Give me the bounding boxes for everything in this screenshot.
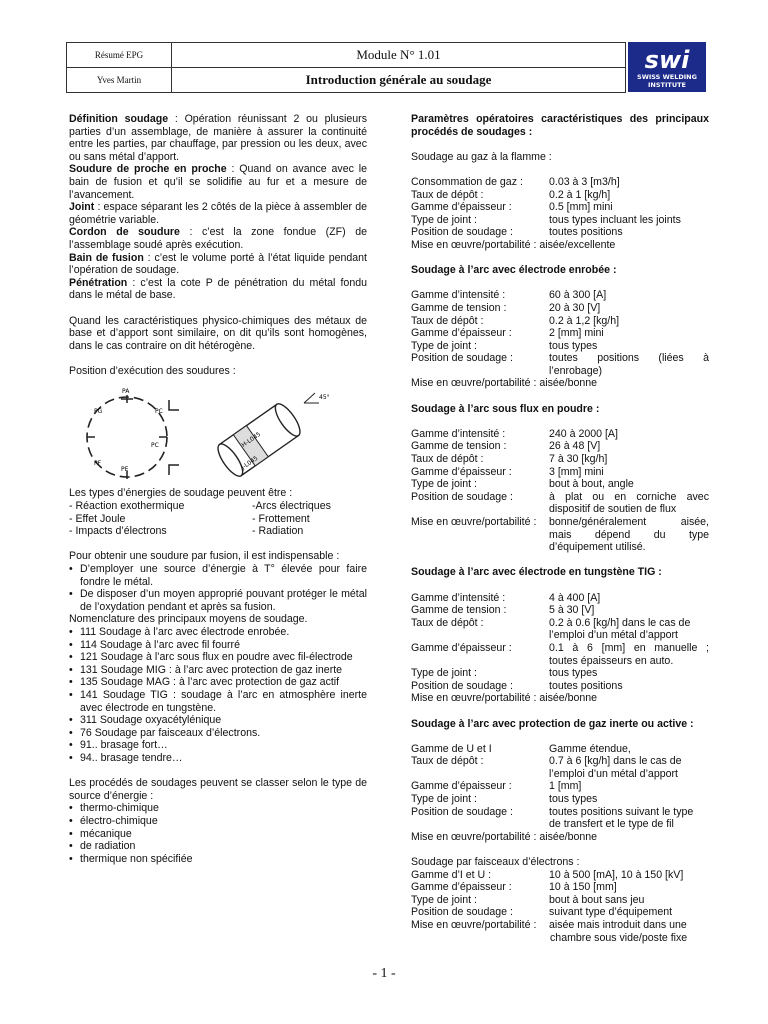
- param-row: chambre sous vide/poste fixe: [550, 931, 688, 944]
- list-item: • thermique non spécifiée: [69, 852, 193, 865]
- param-row: Position de soudage : toutes positions: [411, 226, 623, 239]
- parameters-title: Paramètres opératoires caractéristiques des principaux procédés de soudages :: [411, 113, 709, 138]
- definition-soudage: Définition soudage : Opération réunissant 2 ou plusieurs parties d’un assemblage, de manière à assurer la continuité entre les parties, par chauffage, par pression ou les deux, avec ou sans métal d’apport.: [69, 113, 367, 163]
- left-column: [69, 113, 367, 865]
- list-item: • 111 Soudage à l’arc avec électrode enrobée.: [69, 626, 290, 638]
- document-title: Introduction générale au soudage: [172, 68, 626, 93]
- svg-text:swi: swi: [644, 46, 690, 74]
- param-row: d’équipement utilisé.: [549, 541, 646, 554]
- param-row: Taux de dépôt : 0.2 à 1 [kg/h]: [411, 188, 611, 201]
- enrobee-title: Soudage à l’arc avec électrode enrobée :: [411, 264, 617, 277]
- list-item: • 121 Soudage à l’arc sous flux en poudre avec fil-électrode: [69, 651, 353, 664]
- param-row: Position de soudage : à plat ou en corniche avec: [411, 490, 709, 503]
- list-item: • de radiation: [69, 840, 136, 853]
- right-column: [411, 113, 709, 944]
- figure-label-pg: PG: [94, 408, 103, 416]
- param-row: Gamme de tension : 20 à 30 [V]: [411, 301, 601, 314]
- figure-label-pe: PE: [121, 466, 129, 474]
- param-row: Mise en œuvre/portabilité : aisée/bonne: [411, 830, 598, 843]
- param-row: Taux de dépôt : 0.2 à 0.6 [kg/h] dans le cas de: [411, 616, 691, 629]
- figure-label-pc-top: PC: [155, 408, 163, 416]
- classer-intro: Les procédés de soudages peuvent se classer selon le type de source d’énergie :: [69, 777, 367, 802]
- param-row: Taux de dépôt : 0.7 à 6 [kg/h] dans le cas de: [411, 755, 682, 768]
- author-cell: Yves Martin: [67, 68, 172, 93]
- figure-label-angle: 45°: [319, 394, 330, 402]
- figure-label-jl045: J-L045: [240, 455, 260, 472]
- param-row: l’enrobage): [549, 364, 603, 377]
- swi-logo: [628, 42, 706, 92]
- param-row: toutes épaisseurs en auto.: [549, 654, 674, 667]
- header-table: [66, 42, 626, 93]
- param-row: Taux de dépôt : 7 à 30 [kg/h]: [411, 453, 608, 466]
- param-row: Position de soudage : toutes positions: [411, 679, 623, 692]
- gaz-title: Soudage au gaz à la flamme :: [411, 150, 552, 163]
- param-row: Gamme d’épaisseur : 2 [mm] mini: [411, 327, 604, 340]
- param-row: Position de soudage : suivant type d’équipement: [411, 906, 673, 919]
- param-row: Type de joint : bout à bout sans jeu: [411, 893, 645, 906]
- param-row: Type de joint : tous types: [411, 339, 598, 352]
- param-row: Gamme de U et I Gamme étendue,: [411, 742, 631, 755]
- param-row: Mise en œuvre/portabilité : aisée/bonne: [411, 377, 598, 390]
- figure-label-pa: PA: [122, 388, 130, 396]
- param-row: Mise en œuvre/portabilité : aisée mais introduit dans une: [411, 919, 687, 931]
- fusion-intro: Pour obtenir une soudure par fusion, il est indispensable :: [69, 550, 340, 563]
- param-row: de transfert et le type de fil: [549, 818, 674, 831]
- param-row: Position de soudage : toutes positions (liées à: [411, 352, 709, 365]
- definition-proche: Soudure de proche en proche : Quand on avance avec le bain de fusion et qu’il se solidifie au fur et a mesure de l’avancement.: [69, 163, 367, 201]
- param-row: Gamme d’intensité : 240 à 2000 [A]: [411, 427, 618, 440]
- param-row: Consommation de gaz : 0.03 à 3 [m3/h]: [411, 175, 620, 188]
- param-row: Gamme de tension : 26 à 48 [V]: [411, 440, 601, 453]
- list-item: • mécanique: [69, 827, 132, 840]
- list-item: • 135 Soudage MAG : à l’arc avec protection de gaz actif: [69, 676, 340, 689]
- param-row: dispositif de soutien de flux: [549, 503, 677, 516]
- mig-title: Soudage à l’arc avec protection de gaz inerte ou active :: [411, 717, 694, 730]
- homogeneous-paragraph: Quand les caractéristiques physico-chimiques des métaux de base et d’apport sont similaire, on dit qu’ils sont homogènes, dans le cas contraire on dit hétérogène.: [69, 314, 367, 352]
- param-row: Gamme d’intensité : 4 à 400 [A]: [411, 591, 601, 604]
- param-row: Gamme d’épaisseur : 3 [mm] mini: [411, 465, 604, 478]
- param-row: Mise en œuvre/portabilité : aisée/excellente: [411, 238, 616, 251]
- tig-title: Soudage à l’arc avec électrode en tungstène TIG :: [411, 566, 662, 579]
- param-row: Position de soudage : toutes positions suivant le type: [411, 805, 694, 818]
- figure-label-pf: PF: [94, 460, 102, 468]
- figure-label-hl045: H-L045: [240, 431, 263, 450]
- module-number: Module N° 1.01: [172, 43, 626, 68]
- definition-cordon: Cordon de soudure : c’est la zone fondue (ZF) de l’assemblage soudé après exécution.: [69, 226, 367, 251]
- faisceaux-title: Soudage par faisceaux d’électrons :: [411, 856, 580, 869]
- param-row: Gamme d’épaisseur : 1 [mm]: [411, 780, 582, 793]
- energies-row: - Effet Joule - Frottement: [69, 512, 310, 525]
- list-item: • 94.. brasage tendre…: [69, 751, 183, 764]
- param-row: l’emploi d’un métal d’apport: [549, 629, 678, 642]
- list-item: • 76 Soudage par faisceaux d’électrons.: [69, 726, 261, 739]
- param-row: Mise en œuvre/portabilité : bonne/généralement aisée,: [411, 516, 709, 528]
- nomenclature-title: Nomenclature des principaux moyens de soudage.: [69, 613, 308, 626]
- resume-cell: Résumé EPG: [67, 43, 172, 68]
- param-row: l’emploi d’un métal d’apport: [549, 767, 678, 780]
- list-item: • De disposer d’un moyen approprié pouvant protéger le métal de l’oxydation pendant et après sa fusion.: [69, 588, 367, 613]
- list-item: • D’employer une source d’énergie à T° élevée pour faire fondre le métal.: [69, 563, 367, 588]
- param-row: Mise en œuvre/portabilité : aisée/bonne: [411, 692, 598, 705]
- param-row: Gamme d’épaisseur : 0.1 à 6 [mm] en manuelle ;: [411, 641, 709, 654]
- list-item: • 131 Soudage MIG : à l’arc avec protection de gaz inerte: [69, 663, 343, 676]
- param-row: Gamme d’épaisseur : 0.5 [mm] mini: [411, 201, 613, 214]
- param-row: Type de joint : tous types: [411, 667, 598, 680]
- param-row: Type de joint : tous types incluant les joints: [411, 213, 681, 226]
- list-item: • 114 Soudage à l’arc avec fil fourré: [69, 638, 240, 651]
- param-row: Taux de dépôt : 0.2 à 1,2 [kg/h]: [411, 314, 620, 327]
- definition-joint: Joint : espace séparant les 2 côtés de la pièce à assembler de géométrie variable.: [69, 201, 367, 226]
- energies-row: - Impacts d’électrons - Radiation: [69, 525, 304, 538]
- param-row: Gamme de tension : 5 à 30 [V]: [411, 604, 595, 617]
- param-row: Gamme d’épaisseur : 10 à 150 [mm]: [411, 881, 617, 894]
- logo-line2: INSTITUTE: [648, 81, 686, 89]
- list-item: • 141 Soudage TIG : soudage à l’arc en atmosphère inerte avec électrode en tungstène.: [69, 688, 367, 714]
- list-item: • électro-chimique: [69, 814, 158, 827]
- param-row: mais dépend du type: [549, 528, 709, 541]
- figure-label-pc-bottom: PC: [151, 442, 159, 450]
- definition-penetration: Pénétration : c’est la cote P de pénétration du métal fondu dans le métal de base.: [69, 276, 367, 302]
- energies-row: - Réaction exothermique -Arcs électriques: [69, 500, 331, 513]
- page-number: - 1 -: [372, 966, 396, 981]
- param-row: Type de joint : tous types: [411, 793, 598, 806]
- welding-positions-figure: [69, 385, 367, 485]
- logo-line1: SWISS WELDING: [637, 73, 697, 81]
- energies-title: Les types d’énergies de soudage peuvent être :: [69, 487, 293, 500]
- position-title: Position d’exécution des soudures :: [69, 364, 236, 377]
- param-row: Gamme d’I et U : 10 à 500 [mA], 10 à 150 [kV]: [411, 868, 684, 881]
- param-row: Gamme d’intensité : 60 à 300 [A]: [411, 289, 607, 302]
- param-row: Type de joint : bout à bout, angle: [411, 478, 634, 491]
- definition-bain: Bain de fusion : c’est le volume porté à l’état liquide pendant l’opération de soudage.: [69, 251, 367, 277]
- list-item: • 91.. brasage fort…: [69, 739, 168, 752]
- list-item: • 311 Soudage oxyacétylénique: [69, 714, 222, 727]
- flux-title: Soudage à l’arc sous flux en poudre :: [411, 402, 600, 415]
- list-item: • thermo-chimique: [69, 802, 159, 815]
